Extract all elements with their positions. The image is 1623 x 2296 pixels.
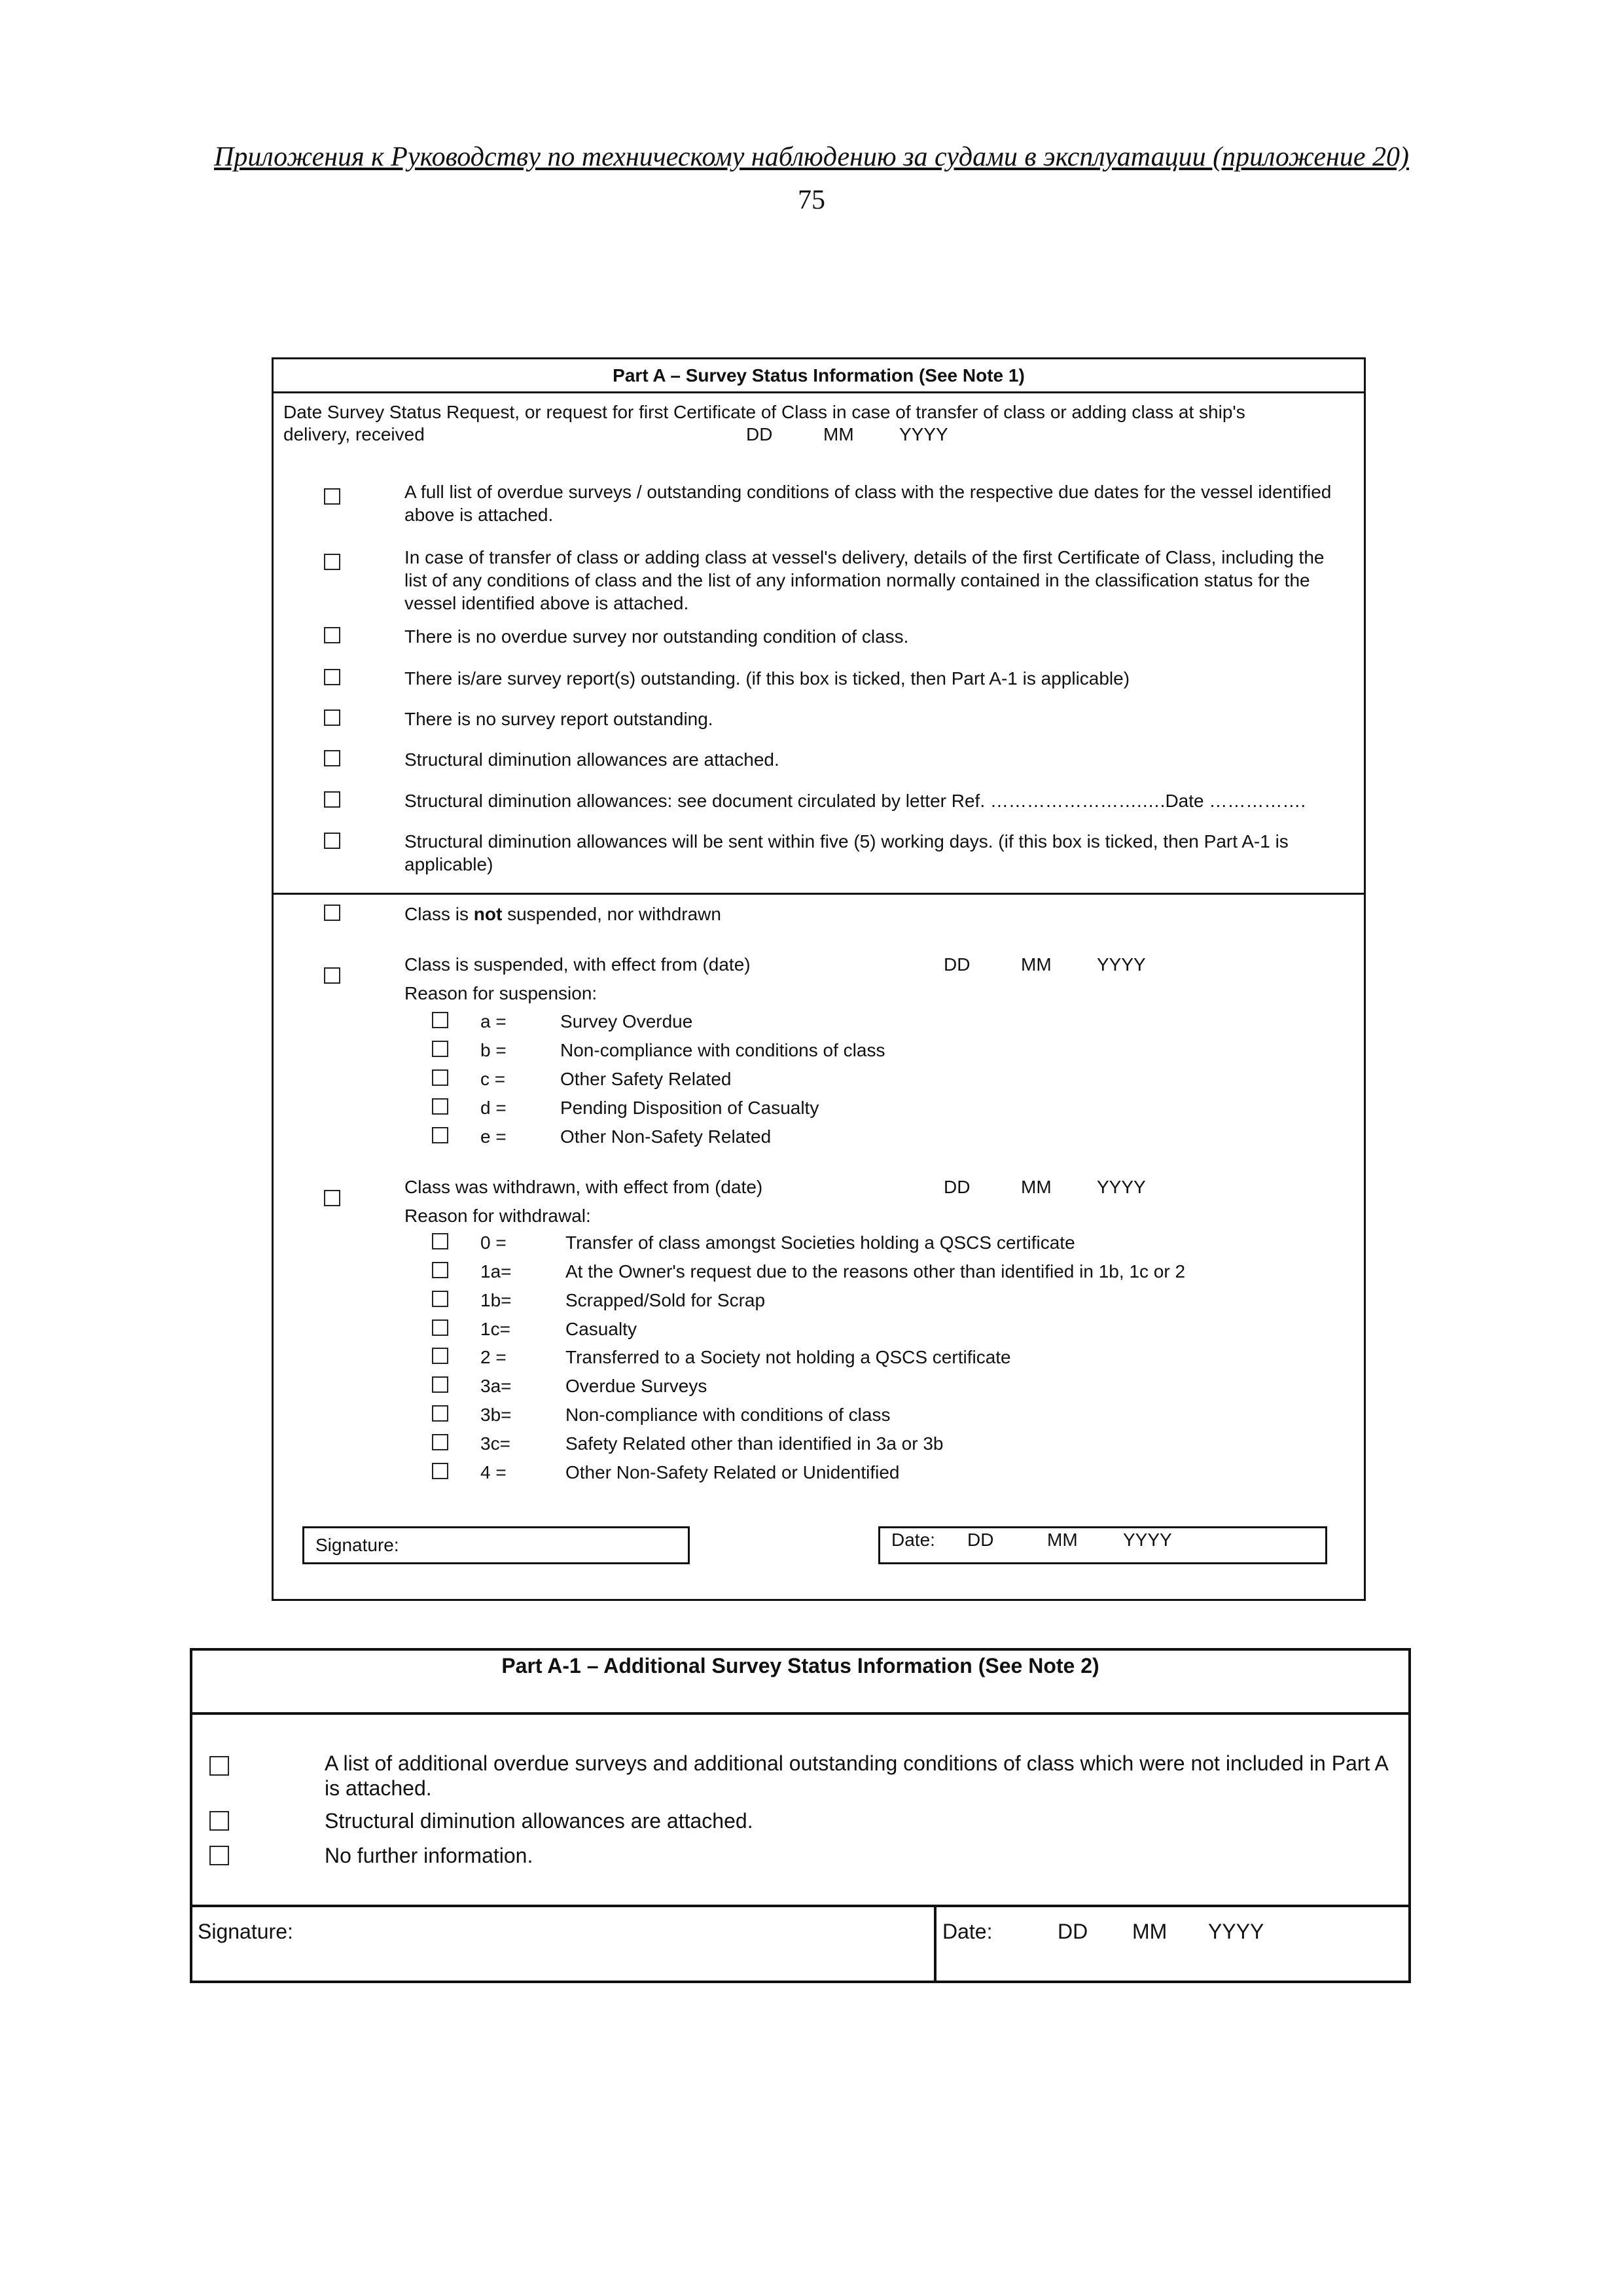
withdrawn-date-dd[interactable]: DD <box>944 1177 971 1197</box>
checkbox-diminution-within-five-days[interactable] <box>324 833 340 849</box>
checkbox-suspension-reason-b[interactable] <box>432 1041 448 1057</box>
withdrawal-reason-code: 2 = <box>480 1347 507 1367</box>
withdrawal-reason-code: 3a= <box>480 1376 512 1396</box>
suspension-reason-code: e = <box>480 1126 507 1147</box>
suspension-reason-code: a = <box>480 1011 507 1031</box>
page-number: 75 <box>798 185 825 215</box>
part-a-signature-label: Signature: <box>315 1535 399 1555</box>
withdrawal-reason-text: Scrapped/Sold for Scrap <box>565 1290 766 1310</box>
checkbox-full-overdue-list[interactable] <box>324 488 340 505</box>
suspension-reason-text: Pending Disposition of Casualty <box>560 1098 819 1118</box>
withdrawal-reason-text: Transfer of class amongst Societies holding a QSCS certificate <box>565 1232 1075 1253</box>
suspension-reason-code: b = <box>480 1040 507 1060</box>
checkbox-suspension-reason-d[interactable] <box>432 1098 448 1115</box>
part-a-date-dd: DD <box>967 1530 994 1550</box>
withdrawal-reason-code: 0 = <box>480 1232 507 1253</box>
part-a1-date-mm: MM <box>1132 1920 1168 1943</box>
checkbox-withdrawal-reason-2[interactable] <box>432 1348 448 1364</box>
a1-item-additional-overdue-list: A list of additional overdue surveys and additional outstanding conditions of class which were not included in Part A is attached. <box>325 1751 1388 1800</box>
checkbox-class-not-suspended[interactable] <box>324 905 340 921</box>
checkbox-withdrawal-reason-1a[interactable] <box>432 1262 448 1278</box>
checkbox-no-survey-report[interactable] <box>324 709 340 726</box>
checkbox-class-suspended[interactable] <box>324 967 340 984</box>
checkbox-no-overdue-survey[interactable] <box>324 627 340 643</box>
checkbox-suspension-reason-a[interactable] <box>432 1012 448 1028</box>
checkbox-diminution-letter-ref[interactable] <box>324 791 340 808</box>
withdrawal-reason-code: 4 = <box>480 1462 507 1482</box>
checkbox-withdrawal-reason-1c[interactable] <box>432 1319 448 1336</box>
withdrawal-reason-code: 1a= <box>480 1261 512 1282</box>
status-item-full-overdue-list: A full list of overdue surveys / outstanding conditions of class with the respective due dates for the vessel identified above is attached. <box>404 482 1332 525</box>
withdrawal-reason-code: 3b= <box>480 1405 512 1425</box>
withdrawal-reason-text: Casualty <box>565 1319 637 1339</box>
checkbox-withdrawal-reason-0[interactable] <box>432 1233 448 1249</box>
withdrawal-reason-text: Transferred to a Society not holding a QSCS certificate <box>565 1347 1011 1367</box>
document-header-title: Приложения к Руководству по техническому наблюдению за судами в эксплуатации (приложение 20) <box>214 142 1409 172</box>
class-withdrawn-label: Class was withdrawn, with effect from (date) <box>404 1177 763 1197</box>
class-suspended-label: Class is suspended, with effect from (date) <box>404 954 751 975</box>
checkbox-suspension-reason-e[interactable] <box>432 1127 448 1143</box>
checkbox-suspension-reason-c[interactable] <box>432 1069 448 1086</box>
part-a-title: Part A – Survey Status Information (See Note 1) <box>613 365 1025 386</box>
suspension-reason-code: d = <box>480 1098 507 1118</box>
divider <box>190 1712 1411 1715</box>
withdrawal-reason-code: 3c= <box>480 1433 510 1454</box>
status-item-no-overdue-survey: There is no overdue survey nor outstanding condition of class. <box>404 626 909 647</box>
part-a1-date-label: Date: <box>942 1920 993 1943</box>
status-item-diminution-within-five-days: Structural diminution allowances will be sent within five (5) working days. (if this box is ticked, then Part A-1 is applicable) <box>404 831 1289 874</box>
part-a-date-yyyy: YYYY <box>1123 1530 1172 1550</box>
checkbox-a1-diminution-attached[interactable] <box>209 1811 229 1831</box>
checkbox-withdrawal-reason-3a[interactable] <box>432 1376 448 1393</box>
suspended-date-dd[interactable]: DD <box>944 954 971 975</box>
withdrawal-reason-text: Non-compliance with conditions of class <box>565 1405 891 1425</box>
checkbox-class-withdrawn[interactable] <box>324 1190 340 1206</box>
part-a1-date-yyyy: YYYY <box>1208 1920 1264 1943</box>
checkbox-survey-report-outstanding[interactable] <box>324 669 340 685</box>
part-a1-title: Part A-1 – Additional Survey Status Information (See Note 2) <box>501 1654 1099 1677</box>
withdrawn-date-mm[interactable]: MM <box>1021 1177 1052 1197</box>
request-date-yyyy[interactable]: YYYY <box>899 424 948 444</box>
a1-item-no-further-information: No further information. <box>325 1844 533 1867</box>
a1-item-diminution-attached: Structural diminution allowances are attached. <box>325 1809 753 1833</box>
date-request-text-line2: delivery, received <box>283 424 425 444</box>
withdrawal-reason-code: 1b= <box>480 1290 512 1310</box>
checkbox-withdrawal-reason-1b[interactable] <box>432 1291 448 1307</box>
suspension-reason-text: Other Non-Safety Related <box>560 1126 772 1147</box>
suspension-reason-text: Survey Overdue <box>560 1011 693 1031</box>
suspension-reason-text: Other Safety Related <box>560 1069 732 1089</box>
part-a1-date-dd: DD <box>1058 1920 1088 1943</box>
checkbox-diminution-attached[interactable] <box>324 750 340 766</box>
checkbox-no-further-information[interactable] <box>209 1846 229 1865</box>
checkbox-additional-overdue-list[interactable] <box>209 1756 229 1776</box>
request-date-dd[interactable]: DD <box>746 424 773 444</box>
suspended-date-yyyy[interactable]: YYYY <box>1097 954 1146 975</box>
part-a1-signature-label: Signature: <box>198 1920 293 1943</box>
class-not-suspended-text: Class is not suspended, nor withdrawn <box>404 904 721 924</box>
part-a1-signature-field[interactable] <box>192 1907 934 1981</box>
part-a1-date-field[interactable] <box>936 1907 1408 1981</box>
withdrawal-reason-label: Reason for withdrawal: <box>404 1206 591 1226</box>
request-date-mm[interactable]: MM <box>823 424 854 444</box>
status-item-transfer-first-certificate: In case of transfer of class or adding class at vessel's delivery, details of the first Certificate of Class, including the list of any conditions of class and the list of any information normally contained in the classification status for the vessel identified above is attached. <box>404 547 1325 613</box>
checkbox-withdrawal-reason-3b[interactable] <box>432 1405 448 1422</box>
withdrawal-reason-text: At the Owner's request due to the reasons other than identified in 1b, 1c or 2 <box>565 1261 1186 1282</box>
suspension-reason-label: Reason for suspension: <box>404 983 597 1003</box>
suspension-reason-text: Non-compliance with conditions of class <box>560 1040 885 1060</box>
status-item-survey-report-outstanding: There is/are survey report(s) outstanding. (if this box is ticked, then Part A-1 is applicable) <box>404 668 1130 689</box>
divider <box>272 391 1366 393</box>
status-item-diminution-attached: Structural diminution allowances are attached. <box>404 749 779 770</box>
status-item-no-survey-report: There is no survey report outstanding. <box>404 709 713 729</box>
status-item-diminution-letter-ref: Structural diminution allowances: see document circulated by letter Ref. …………………….….Date ……………. <box>404 791 1306 811</box>
checkbox-transfer-first-certificate[interactable] <box>324 554 340 570</box>
withdrawn-date-yyyy[interactable]: YYYY <box>1097 1177 1146 1197</box>
withdrawal-reason-text: Safety Related other than identified in 3a or 3b <box>565 1433 944 1454</box>
checkbox-withdrawal-reason-3c[interactable] <box>432 1434 448 1450</box>
date-request-text-line1: Date Survey Status Request, or request for first Certificate of Class in case of transfer of class or adding class at ship's <box>283 402 1245 422</box>
part-a-date-label: Date: <box>891 1530 935 1550</box>
suspended-date-mm[interactable]: MM <box>1021 954 1052 975</box>
suspension-reason-code: c = <box>480 1069 506 1089</box>
withdrawal-reason-text: Other Non-Safety Related or Unidentified <box>565 1462 900 1482</box>
checkbox-withdrawal-reason-4[interactable] <box>432 1463 448 1479</box>
part-a-date-field[interactable] <box>878 1526 1327 1564</box>
withdrawal-reason-text: Overdue Surveys <box>565 1376 707 1396</box>
divider <box>272 893 1366 895</box>
withdrawal-reason-code: 1c= <box>480 1319 510 1339</box>
part-a-date-mm: MM <box>1047 1530 1078 1550</box>
